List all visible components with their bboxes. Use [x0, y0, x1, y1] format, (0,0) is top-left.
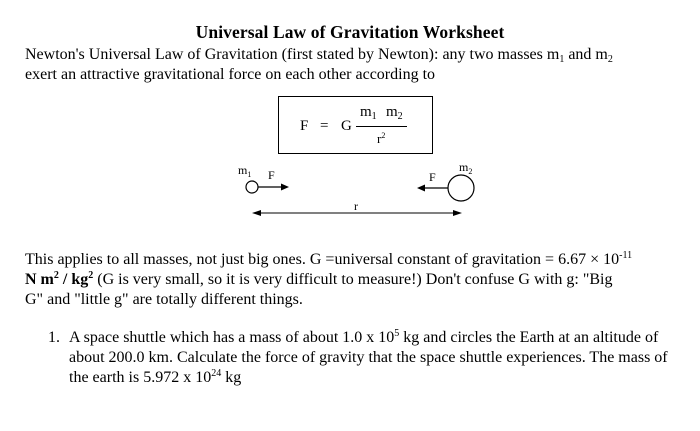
force1-arrowhead [281, 184, 289, 191]
intro-sub-1: 1 [559, 54, 565, 65]
distance-arrowhead-left [252, 210, 261, 216]
worksheet-title: Universal Law of Gravitation Worksheet [195, 22, 505, 42]
formula-constant: G [341, 118, 352, 134]
question-number: 1. [48, 329, 60, 346]
question-text: A space shuttle which has a mass of about 1.0 x $10^5$ kg and circles the Earth at an altitude of about 200.0 km. Calculate the force of gravity that the space shuttle experiences. The mass of the earth is 5.972 x $10^{24}$ kg [69, 328, 668, 386]
mass1-label: $m_1$ [238, 163, 252, 179]
distance-label: r [354, 199, 358, 213]
mass2-circle [448, 175, 474, 201]
paragraph-line-3: G" and "little g" are totally different things. [25, 291, 303, 308]
formula-numerator-m2: $m_2$ [386, 104, 403, 122]
mass2-label: $m_2$ [459, 160, 473, 176]
intro-sub-2: 2 [607, 54, 613, 65]
distance-arrowhead-right [453, 210, 462, 216]
intro-line-2: exert an attractive gravitational force on each other according to [25, 66, 436, 83]
force2-label: F [429, 170, 436, 184]
constant-paragraph [25, 250, 680, 310]
units-label: N $m^2 / kg^2$ [25, 270, 94, 288]
formula-denominator: $r^2$ [377, 131, 386, 146]
paragraph-exponent: -11 [619, 250, 633, 261]
intro-text-2: and m [564, 46, 608, 63]
paragraph-text-2: (G is very small, so it is very difficult to measure!) Don't confuse G with g: "Big [93, 271, 613, 288]
force2-arrowhead [417, 185, 425, 192]
formula-lhs: F [300, 118, 309, 134]
formula-numerator-m1: $m_1$ [360, 104, 377, 122]
force1-label: F [268, 168, 275, 182]
paragraph-text-1: This applies to all masses, not just big ones. G =universal constant of gravitation = 6.67 × 10 [25, 251, 620, 268]
mass1-circle [246, 181, 258, 193]
intro-text-1: Newton's Universal Law of Gravitation (first stated by Newton): any two masses m [25, 46, 560, 63]
formula-equals: = [320, 118, 329, 134]
